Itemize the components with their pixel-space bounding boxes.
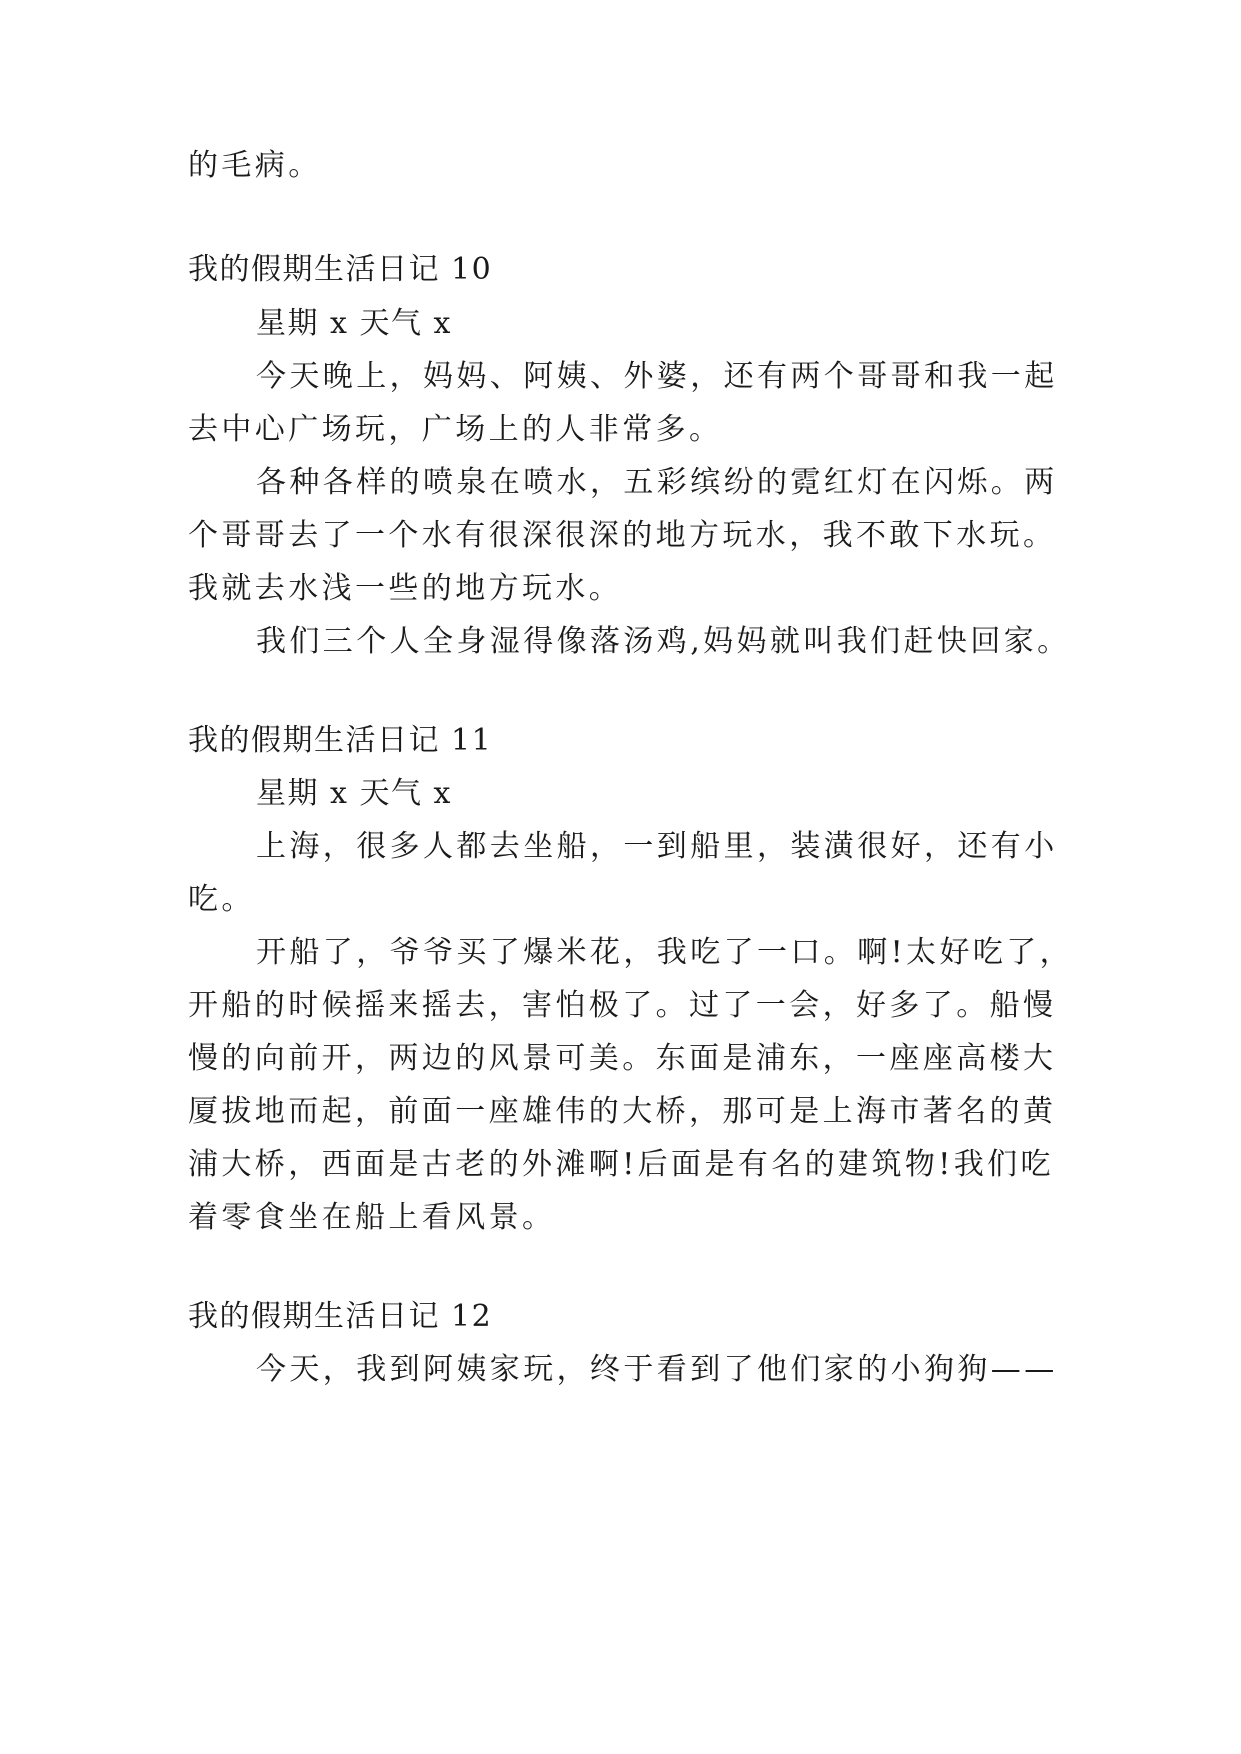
paragraph-line: 各种各样的喷泉在喷水，五彩缤纷的霓红灯在闪烁。两 [256,465,1058,500]
paragraph-line: 着零食坐在船上看风景。 [188,1200,556,1235]
paragraph-line: 个哥哥去了一个水有很深很深的地方玩水，我不敢下水玩。 [188,518,1057,553]
paragraph-line: 开船的时候摇来摇去，害怕极了。过了一会，好多了。船慢 [188,988,1057,1023]
continuation-text: 的毛病。 [188,148,322,183]
paragraph-line: 慢的向前开，两边的风景可美。东面是浦东，一座座高楼大 [188,1041,1057,1076]
paragraph-line: 开船了，爷爷买了爆米花，我吃了一口。啊!太好吃了， [256,935,1074,970]
paragraph-line: 去中心广场玩，广场上的人非常多。 [188,412,723,447]
paragraph-line: 我们三个人全身湿得像落汤鸡,妈妈就叫我们赶快回家。 [256,624,1071,659]
paragraph-line: 浦大桥，西面是古老的外滩啊!后面是有名的建筑物!我们吃 [188,1147,1054,1182]
entry-meta: 星期 x 天气 x [256,306,452,341]
paragraph-line: 上海，很多人都去坐船，一到船里，装潢很好，还有小 [256,829,1058,864]
paragraph-line: 今天，我到阿姨家玩，终于看到了他们家的小狗狗—— [256,1352,1058,1387]
entry-meta: 星期 x 天气 x [256,776,452,811]
entry-title: 我的假期生活日记 12 [188,1299,493,1334]
paragraph-line: 我就去水浅一些的地方玩水。 [188,571,623,606]
paragraph-line: 吃。 [188,882,255,917]
paragraph-line: 今天晚上，妈妈、阿姨、外婆，还有两个哥哥和我一起 [256,359,1058,394]
entry-title: 我的假期生活日记 11 [188,723,493,758]
paragraph-line: 厦拔地而起，前面一座雄伟的大桥，那可是上海市著名的黄 [188,1094,1057,1129]
entry-title: 我的假期生活日记 10 [188,252,493,287]
